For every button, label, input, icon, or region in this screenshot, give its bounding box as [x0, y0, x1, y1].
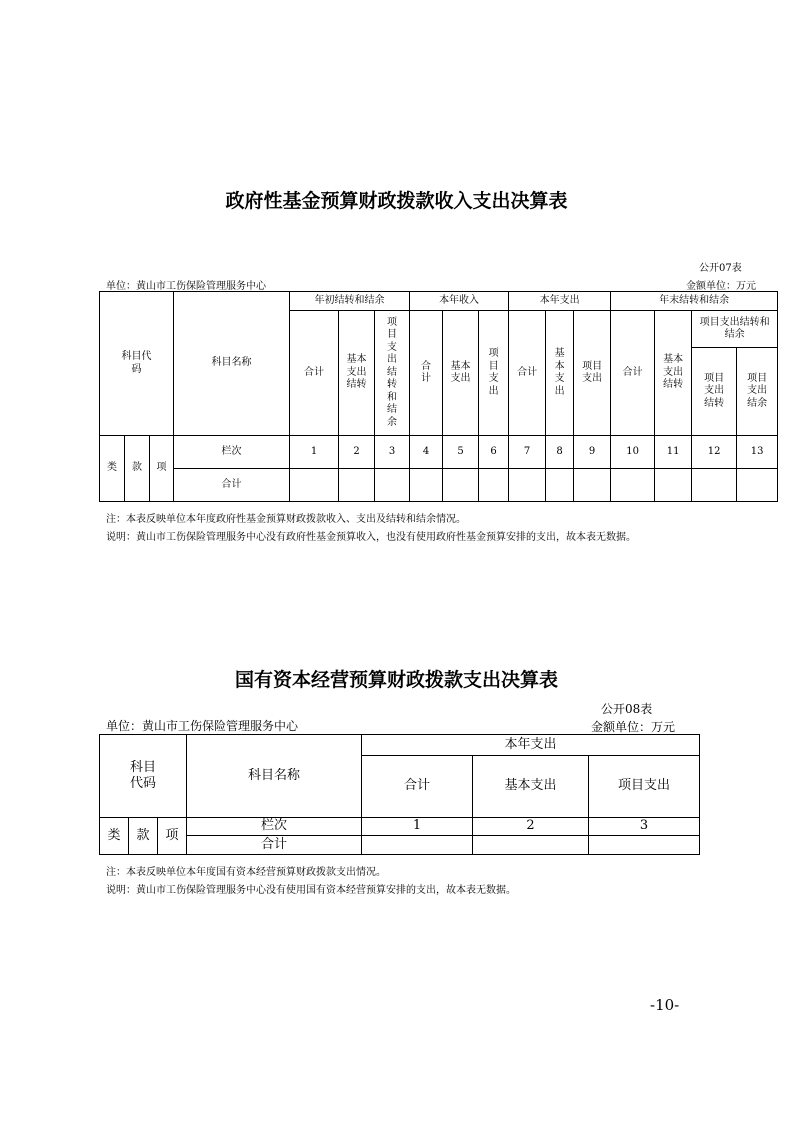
table1-total-cell	[574, 469, 611, 502]
table1-group-0: 年初结转和结余	[290, 292, 410, 311]
table2-col-2: 基本支出	[473, 756, 589, 818]
table1-index-11: 11	[655, 436, 692, 469]
table2-code-kuan: 款	[129, 818, 158, 855]
table1-index-4: 4	[410, 436, 443, 469]
table1-form-no: 公开07表	[699, 263, 742, 274]
table1-amount-unit: 金额单位：万元	[686, 281, 756, 292]
table1-col-13: 项目支出结余	[737, 348, 778, 436]
table2-row-index-label: 栏次	[187, 818, 362, 836]
table1-code-lei: 类	[100, 436, 125, 502]
table1-group-1: 本年收入	[410, 292, 509, 311]
table1-index-13: 13	[737, 436, 778, 469]
table2-index-2: 2	[473, 818, 589, 836]
table2-amount-unit: 金额单位：万元	[591, 720, 676, 734]
table1-code-xiang: 项	[150, 436, 174, 502]
table2-index-3: 3	[589, 818, 700, 836]
table1-col-12: 项目支出结转	[692, 348, 737, 436]
table1-total-cell	[655, 469, 692, 502]
table2-total-cell	[473, 836, 589, 855]
table1-index-2: 2	[339, 436, 375, 469]
table1-index-5: 5	[443, 436, 479, 469]
table1-col-8: 基本支出	[546, 311, 574, 436]
table2-title: 国有资本经营预算财政拨款支出决算表	[234, 669, 558, 691]
table1-code-kuan: 款	[125, 436, 150, 502]
table2-col-3: 项目支出	[589, 756, 700, 818]
table1-sub-group: 项目支出结转和结余	[692, 311, 778, 348]
table1-group-2: 本年支出	[509, 292, 611, 311]
table1-col-5: 基本支出	[443, 311, 479, 436]
table1-col-7: 合计	[509, 311, 546, 436]
table1-index-3: 3	[375, 436, 410, 469]
table1-col-11: 基本支出结转	[655, 311, 692, 436]
table2-total-cell	[362, 836, 473, 855]
table1-col-2: 基本支出结转	[339, 311, 375, 436]
table2-note: 注：本表反映单位本年度国有资本经营预算财政拨款支出情况。	[106, 867, 386, 878]
table1-total-cell	[692, 469, 737, 502]
table1-total-cell	[546, 469, 574, 502]
table1-total-cell	[375, 469, 410, 502]
table2-group: 本年支出	[362, 735, 700, 756]
table1-total-cell	[339, 469, 375, 502]
table1-total-cell	[443, 469, 479, 502]
table1-col-9: 项目支出	[574, 311, 611, 436]
table1-index-6: 6	[479, 436, 509, 469]
table1-row-index-label: 栏次	[174, 436, 290, 469]
page-number: -10-	[650, 996, 680, 1014]
table1-index-8: 8	[546, 436, 574, 469]
table1-col-3: 项目支出结转和结余	[375, 311, 410, 436]
table2-explain: 说明：黄山市工伤保险管理服务中心没有使用国有资本经营预算安排的支出，故本表无数据。	[106, 885, 516, 896]
table1-total-cell	[290, 469, 339, 502]
table1-title: 政府性基金预算财政拨款收入支出决算表	[225, 190, 568, 212]
table1-index-7: 7	[509, 436, 546, 469]
table1-total-cell	[410, 469, 443, 502]
table1-index-10: 10	[611, 436, 655, 469]
table1-col-1: 合计	[290, 311, 339, 436]
table1-col-10: 合计	[611, 311, 655, 436]
table1-explain: 说明：黄山市工伤保险管理服务中心没有政府性基金预算收入，也没有使用政府性基金预算安排的支出，故本表无数据。	[106, 532, 636, 543]
table2-index-1: 1	[362, 818, 473, 836]
table2-code-lei: 类	[100, 818, 129, 855]
table1	[99, 291, 778, 502]
table2-form-no: 公开08表	[601, 702, 653, 716]
table1-subject-name: 科目名称	[174, 292, 290, 436]
table2-row-total-label: 合计	[187, 836, 362, 855]
table1-total-cell	[509, 469, 546, 502]
table1-index-1: 1	[290, 436, 339, 469]
table1-total-cell	[479, 469, 509, 502]
table1-unit: 单位：黄山市工伤保险管理服务中心	[106, 281, 266, 292]
table1-col-6: 项目支出	[479, 311, 509, 436]
table1-total-cell	[611, 469, 655, 502]
table2-total-cell	[589, 836, 700, 855]
table2-subject-code: 科目代码	[100, 735, 187, 818]
table1-note: 注：本表反映单位本年度政府性基金预算财政拨款收入、支出及结转和结余情况。	[106, 514, 466, 525]
table1-total-cell	[737, 469, 778, 502]
table2-subject-name: 科目名称	[187, 735, 362, 818]
table2-col-1: 合计	[362, 756, 473, 818]
table1-group-3: 年末结转和结余	[611, 292, 778, 311]
table2	[99, 734, 700, 855]
table1-col-4: 合计	[410, 311, 443, 436]
table1-row-total-label: 合计	[174, 469, 290, 502]
table2-code-xiang: 项	[158, 818, 187, 855]
table1-index-9: 9	[574, 436, 611, 469]
table1-index-12: 12	[692, 436, 737, 469]
table2-unit: 单位：黄山市工伤保险管理服务中心	[106, 719, 299, 733]
table1-subject-code: 科目代码	[100, 292, 174, 436]
